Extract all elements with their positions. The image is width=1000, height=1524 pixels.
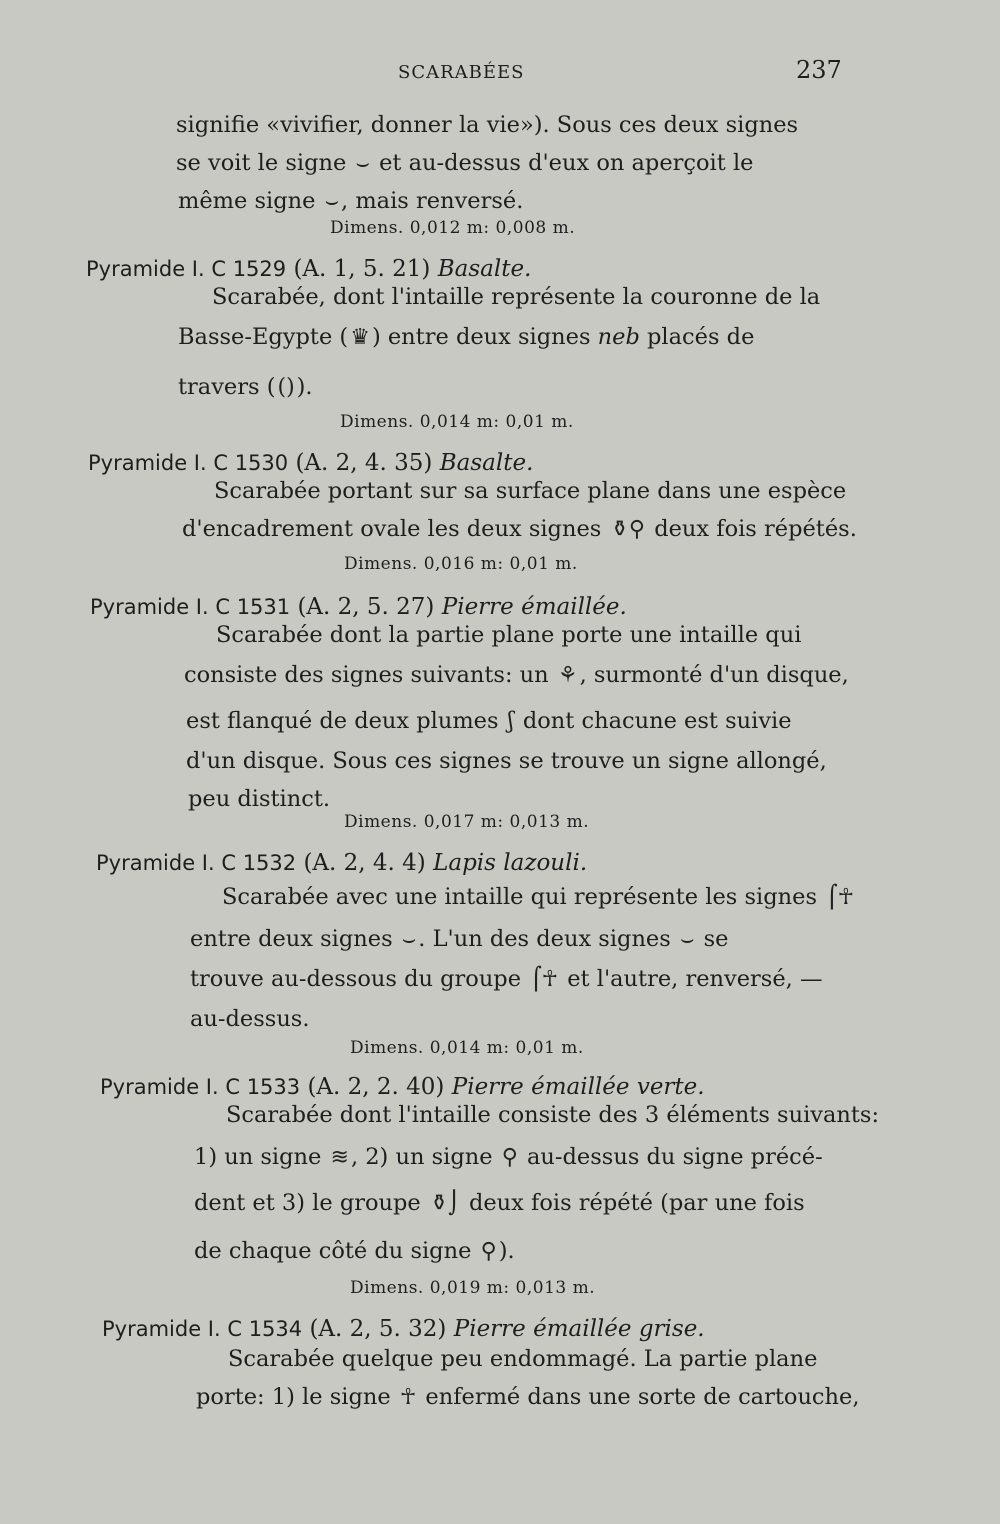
entry-heading: Pyramide I. C 1530 (A. 2, 4. 35) Basalte. <box>88 450 534 476</box>
text-line: signifie «vivifier, donner la vie»). Sous ces deux signes <box>176 112 799 138</box>
red-crown-icon: ♛ <box>350 325 370 350</box>
neb-basket-icon: ⌣ <box>401 927 417 952</box>
ankh-group-icon: ⌠☥ <box>530 967 559 992</box>
text-line: Scarabée quelque peu endommagé. La partie plane <box>228 1346 818 1372</box>
sign-pair-icon: ⚱⚲ <box>610 517 646 542</box>
water-sign-icon: ≋ <box>330 1145 349 1170</box>
dimensions: Dimens. 0,019 m: 0,013 m. <box>350 1278 596 1298</box>
entry-heading: Pyramide I. C 1534 (A. 2, 5. 32) Pierre émaillée grise. <box>102 1316 705 1342</box>
ankh-group-icon: ⌠☥ <box>826 885 855 910</box>
entry-heading: Pyramide I. C 1533 (A. 2, 2. 40) Pierre émaillée verte. <box>100 1074 705 1100</box>
text-line: au-dessus. <box>190 1006 310 1032</box>
text-line: Scarabée portant sur sa surface plane dans une espèce <box>214 478 847 504</box>
text-line: peu distinct. <box>188 786 331 812</box>
text-line: porte: 1) le signe ☥ enfermé dans une sorte de cartouche, <box>196 1384 860 1410</box>
text-line: de chaque côté du signe ⚲). <box>194 1238 515 1264</box>
neb-basket-icon: ⌣ <box>355 151 370 176</box>
entry-heading: Pyramide I. C 1532 (A. 2, 4. 4) Lapis lazouli. <box>96 850 588 876</box>
neb-basket-icon: ⌣ <box>679 927 695 952</box>
neb-pair-icon: () <box>277 375 295 400</box>
entry-heading: Pyramide I. C 1529 (A. 1, 5. 21) Basalte. <box>86 256 532 282</box>
text-line: 1) un signe ≋, 2) un signe ⚲ au-dessus du signe précé- <box>194 1144 823 1170</box>
dimensions: Dimens. 0,017 m: 0,013 m. <box>344 812 590 832</box>
text-line: consiste des signes suivants: un ⚘, surmonté d'un disque, <box>184 662 849 688</box>
text-line: Scarabée, dont l'intaille représente la couronne de la <box>212 284 821 310</box>
tie-sign-icon: ⚲ <box>501 1145 518 1170</box>
sign-group-icon: ⚱⌡ <box>429 1191 460 1216</box>
dimensions: Dimens. 0,012 m: 0,008 m. <box>330 218 576 238</box>
ankh-icon: ☥ <box>399 1385 417 1410</box>
text-line: est flanqué de deux plumes ʃ dont chacune est suivie <box>186 708 792 734</box>
text-line: d'un disque. Sous ces signes se trouve un signe allongé, <box>186 748 827 774</box>
plant-sign-icon: ⚘ <box>557 663 578 688</box>
text-line: entre deux signes ⌣. L'un des deux signes ⌣ se <box>190 926 729 952</box>
entry-heading: Pyramide I. C 1531 (A. 2, 5. 27) Pierre émaillée. <box>90 594 627 620</box>
text-line: Scarabée dont l'intaille consiste des 3 éléments suivants: <box>226 1102 880 1128</box>
tie-sign-icon: ⚲ <box>480 1239 497 1264</box>
text-line: Basse-Egypte (♛) entre deux signes neb placés de <box>178 324 755 350</box>
running-head: SCARABÉES <box>398 62 525 83</box>
text-line: Scarabée dont la partie plane porte une intaille qui <box>216 622 802 648</box>
feather-icon: ʃ <box>507 709 514 734</box>
text-line: trouve au-dessous du groupe ⌠☥ et l'autre, renversé, — <box>190 966 823 992</box>
text-line: dent et 3) le groupe ⚱⌡ deux fois répété (par une fois <box>194 1190 805 1216</box>
text-line: Scarabée avec une intaille qui représente les signes ⌠☥ <box>222 884 855 910</box>
dimensions: Dimens. 0,014 m: 0,01 m. <box>340 412 574 432</box>
neb-basket-icon: ⌣ <box>324 189 340 214</box>
text-line: d'encadrement ovale les deux signes ⚱⚲ deux fois répétés. <box>182 516 857 542</box>
text-line: même signe ⌣, mais renversé. <box>178 188 524 214</box>
page-number: 237 <box>796 56 842 84</box>
text-line: se voit le signe ⌣ et au-dessus d'eux on aperçoit le <box>176 150 754 176</box>
dimensions: Dimens. 0,014 m: 0,01 m. <box>350 1038 584 1058</box>
dimensions: Dimens. 0,016 m: 0,01 m. <box>344 554 578 574</box>
text-line: travers (()). <box>178 374 313 400</box>
